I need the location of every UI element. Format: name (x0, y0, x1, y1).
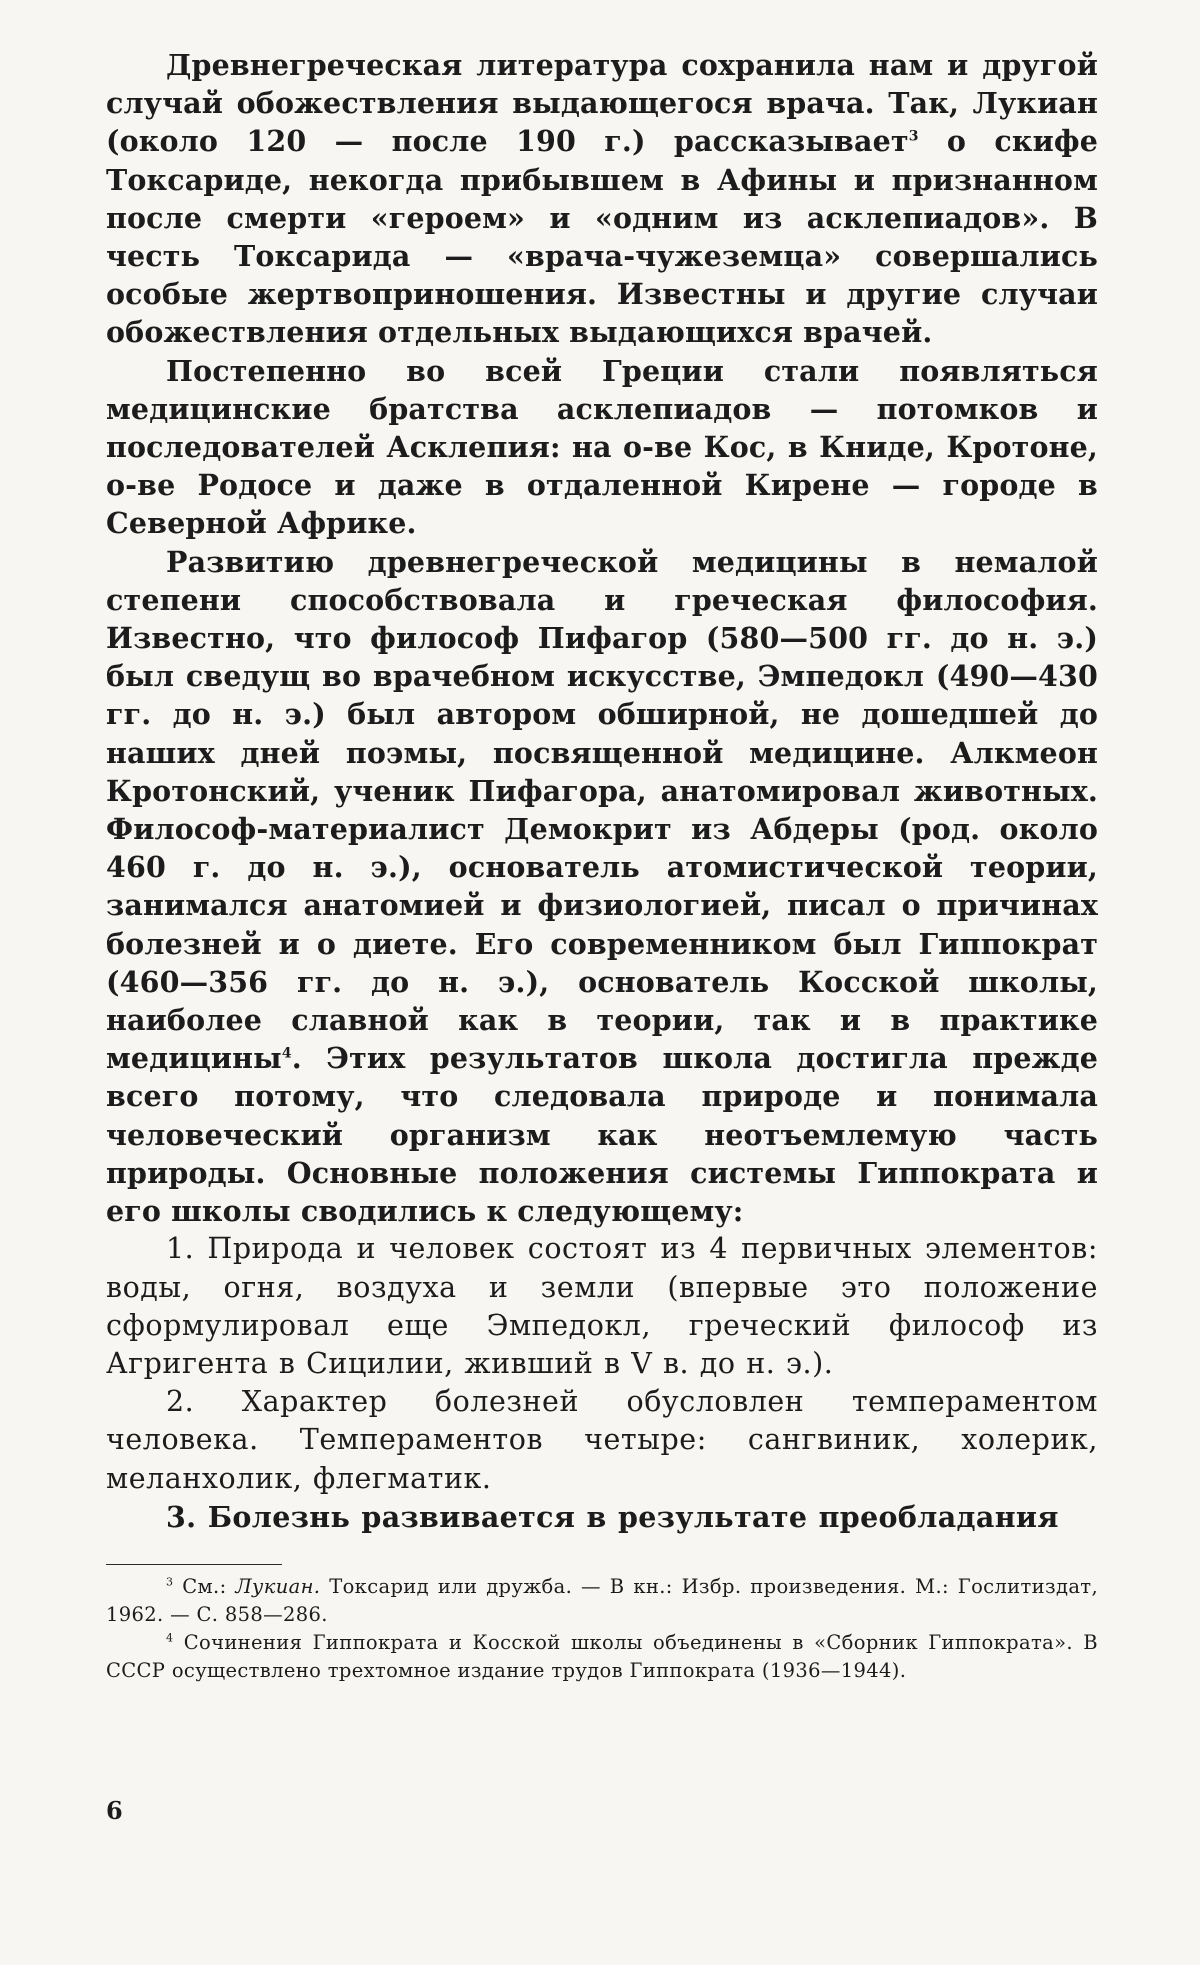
page-number: 6 (106, 1796, 123, 1825)
paragraph-text: Древнегреческая литература сохранила нам и другой случай обожествления выдающегося врача. Так, Лукиан (около 120 — после 190 г.) рассказывает (106, 48, 1098, 159)
footnote-mark: 4 (166, 1631, 174, 1645)
footnotes (106, 1573, 1098, 1685)
paragraph-text: . Этих результатов школа достигла прежде всего потому, что следовала природе и понимала человеческий организм как неотъемлемую часть природы. Основные положения системы Гиппократа и его школы сводились к следующему: (106, 1041, 1098, 1229)
footnote-author: Лукиан. (235, 1574, 321, 1598)
footnote-ref[interactable]: 4 (281, 1045, 292, 1062)
paragraph (106, 352, 1098, 543)
paragraph-text: Постепенно во всей Греции стали появляться медицинские братства асклепиадов — потомков и последователей Асклепия: на о-ве Кос, в Книде, Кротоне, о-ве Родосе и даже в отдаленной Кирене — городе в Северной Африке. (106, 353, 1098, 541)
footnote (106, 1573, 1098, 1629)
footnote-mark: 3 (166, 1575, 174, 1589)
main-text (106, 46, 1098, 1536)
footnote-ref[interactable]: 3 (908, 128, 919, 145)
list-item: 1. Природа и человек состоят из 4 первичных элементов: воды, огня, воздуха и земли (впервые это положение сформулировал еще Эмпедокл, греческий философ из Агригента в Сицилии, живший в V в. до н. э.). (106, 1232, 1098, 1380)
paragraph (106, 543, 1098, 1231)
paragraph (106, 46, 1098, 352)
footnote (106, 1629, 1098, 1685)
footnote-text: Сочинения Гиппократа и Косской школы объединены в «Сборник Гиппократа». В СССР осуществлено трехтомное издание трудов Гиппократа (1936—1944). (106, 1630, 1098, 1682)
paragraph-text: о скифе Токсариде, некогда прибывшем в Афины и признанном после смерти «героем» и «одним из асклепиадов». В честь Токсарида — «врача-чужеземца» совершались особые жертвоприношения. Известны и другие случаи обожествления отдельных выдающихся врачей. (106, 124, 1099, 350)
list-item: 2. Характер болезней обусловлен темпераментом человека. Темпераментов четыре: сангвиник, холерик, меланхолик, флегматик. (106, 1385, 1098, 1495)
paragraph-text: Развитию древнегреческой медицины в немалой степени способствовала и греческая философия. Известно, что философ Пифагор (580—500 гг. до н. э.) был сведущ во врачебном искусстве, Эмпедокл (490—430 гг. до н. э.) был автором обширной, не дошедшей до наших дней поэмы, посвященной медицине. Алкмеон Кротонский, ученик Пифагора, анатомировал животных. Философ-материалист Демокрит из Абдеры (род. около 460 г. до н. э.), основатель атомистической теории, занимался анатомией и физиологией, писал о причинах болезней и о диете. Его современником был Гиппократ (460—356 гг. до н. э.), основатель Косской школы, наиболее славной как в теории, так и в практике медицины (106, 544, 1098, 1076)
page-content (106, 46, 1098, 1685)
list-item: 3. Болезнь развивается в результате преобладания (166, 1499, 1059, 1534)
footnote-divider (106, 1564, 282, 1565)
footnote-text: Токсарид или дружба. — В кн.: Избр. произведения. М.: Гослитиздат, 1962. — С. 858—286. (106, 1574, 1098, 1626)
footnote-prefix: См.: (182, 1574, 236, 1598)
